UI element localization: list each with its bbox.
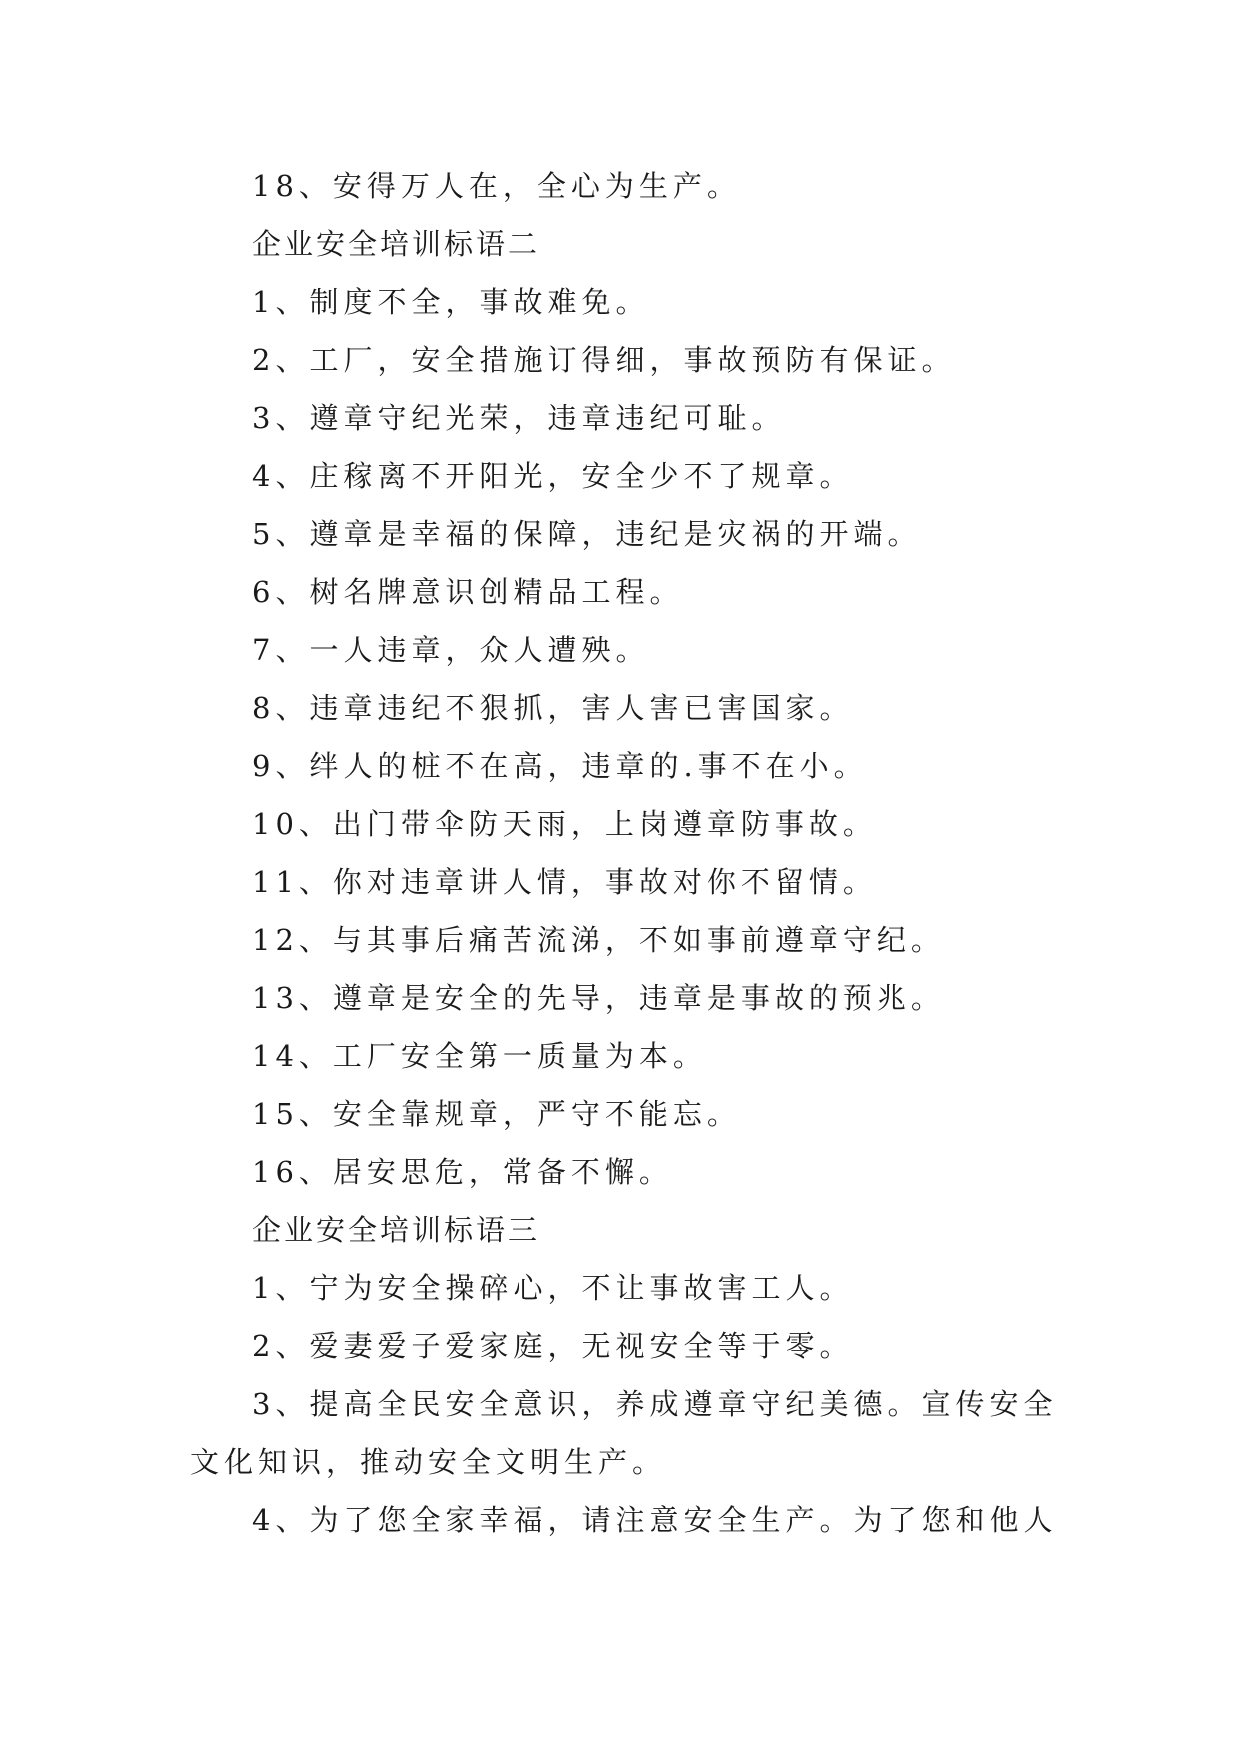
slogan-line: 14、工厂安全第一质量为本。 (252, 1039, 707, 1073)
slogan-line-continuation: 文化知识，推动安全文明生产。 (190, 1445, 667, 1479)
slogan-line: 9、绊人的桩不在高，违章的.事不在小。 (252, 749, 868, 783)
slogan-line: 18、安得万人在，全心为生产。 (252, 169, 741, 203)
slogan-line: 12、与其事后痛苦流涕，不如事前遵章守纪。 (252, 923, 945, 957)
slogan-line: 7、一人违章，众人遭殃。 (252, 633, 650, 667)
slogan-line: 8、违章违纪不狠抓，害人害已害国家。 (252, 691, 854, 725)
slogan-line: 13、遵章是安全的先导，违章是事故的预兆。 (252, 981, 945, 1015)
slogan-line: 1、宁为安全操碎心，不让事故害工人。 (252, 1271, 854, 1305)
section-heading: 企业安全培训标语三 (252, 1213, 541, 1247)
slogan-line: 10、出门带伞防天雨，上岗遵章防事故。 (252, 807, 877, 841)
slogan-line: 6、树名牌意识创精品工程。 (252, 575, 684, 609)
slogan-line: 4、为了您全家幸福，请注意安全生产。为了您和他人 (252, 1503, 1058, 1537)
document-body (190, 157, 1058, 1549)
slogan-line: 3、遵章守纪光荣，违章违纪可耻。 (252, 401, 786, 435)
slogan-line: 16、居安思危，常备不懈。 (252, 1155, 673, 1189)
slogan-line: 2、工厂，安全措施订得细，事故预防有保证。 (252, 343, 956, 377)
slogan-line: 11、你对违章讲人情，事故对你不留情。 (252, 865, 877, 899)
slogan-line: 5、遵章是幸福的保障，违纪是灾祸的开端。 (252, 517, 922, 551)
slogan-line: 1、制度不全，事故难免。 (252, 285, 650, 319)
slogan-line: 4、庄稼离不开阳光，安全少不了规章。 (252, 459, 854, 493)
slogan-line: 2、爱妻爱子爱家庭，无视安全等于零。 (252, 1329, 854, 1363)
section-heading: 企业安全培训标语二 (252, 227, 541, 261)
slogan-line: 3、提高全民安全意识，养成遵章守纪美德。宣传安全 (252, 1387, 1058, 1421)
slogan-line: 15、安全靠规章，严守不能忘。 (252, 1097, 741, 1131)
